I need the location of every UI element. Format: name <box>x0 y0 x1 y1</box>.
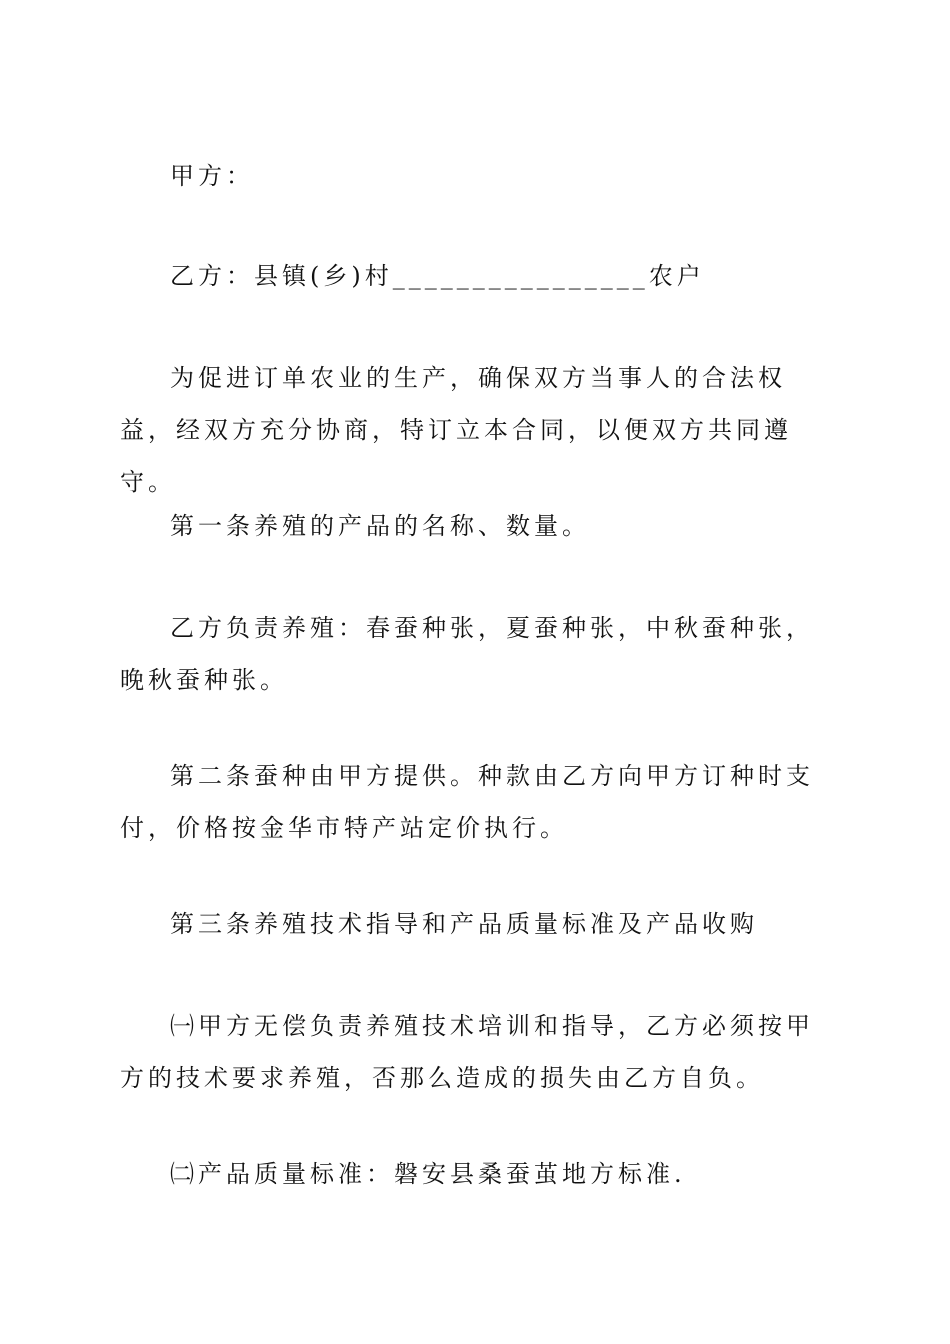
article-3-item-1: ㈠甲方无偿负责养殖技术培训和指导，乙方必须按甲方的技术要求养殖，否那么造成的损失由乙方自负。 <box>120 1012 814 1092</box>
article-1-content: 乙方负责养殖：春蚕种张，夏蚕种张，中秋蚕种张，晚秋蚕种张。 <box>120 614 814 694</box>
party-b-line: 乙方：县镇(乡)村________________农户 <box>170 262 705 290</box>
preamble-paragraph: 为促进订单农业的生产，确保双方当事人的合法权益，经双方充分协商，特订立本合同，以便双方共同遵守。 <box>120 364 792 496</box>
article-3-heading: 第三条养殖技术指导和产品质量标准及产品收购 <box>170 910 758 938</box>
article-1-heading: 第一条养殖的产品的名称、数量。 <box>170 512 590 540</box>
article-3-item-2: ㈡产品质量标准：磐安县桑蚕茧地方标准. <box>170 1160 686 1188</box>
party-a-line: 甲方： <box>170 162 254 190</box>
article-2-paragraph: 第二条蚕种由甲方提供。种款由乙方向甲方订种时支付，价格按金华市特产站定价执行。 <box>120 762 814 842</box>
